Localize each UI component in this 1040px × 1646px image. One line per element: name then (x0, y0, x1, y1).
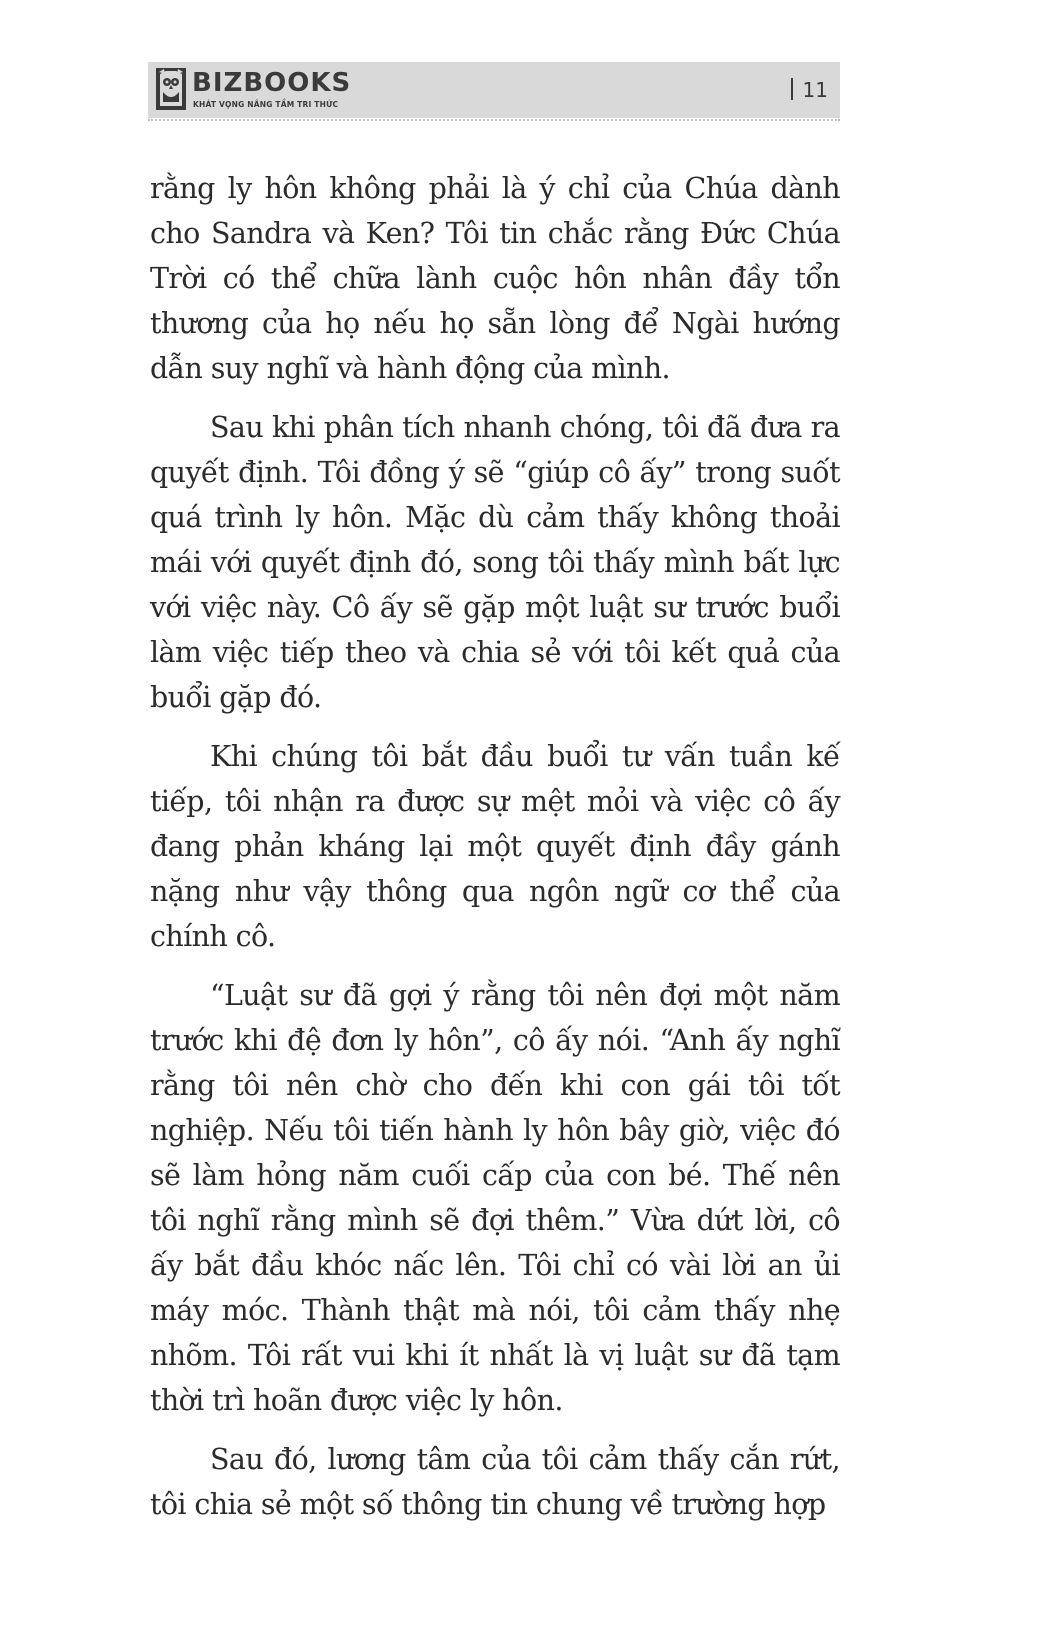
page-number: 11 (802, 78, 828, 102)
header-dotted-rule (148, 119, 840, 121)
paragraph-continued: rằng ly hôn không phải là ý chỉ của Chúa dành cho Sandra và Ken? Tôi tin chắc rằng Đức Chúa Trời có thể chữa lành cuộc hôn nhân đầy tổn thương của họ nếu họ sẵn lòng để Ngài hướng dẫn suy nghĩ và hành động của mình. (150, 172, 840, 385)
body-text (150, 166, 840, 1541)
paragraph: “Luật sư đã gợi ý rằng tôi nên đợi một năm trước khi đệ đơn ly hôn”, cô ấy nói. “Anh ấy nghĩ rằng tôi nên chờ cho đến khi con gái tôi tốt nghiệp. Nếu tôi tiến hành ly hôn bây giờ, việc đó sẽ làm hỏng năm cuối cấp của con bé. Thế nên tôi nghĩ rằng mình sẽ đợi thêm.” Vừa dứt lời, cô ấy bắt đầu khóc nấc lên. Tôi chỉ có vài lời an ủi máy móc. Thành thật mà nói, tôi cảm thấy nhẹ nhõm. Tôi rất vui khi ít nhất là vị luật sư đã tạm thời trì hoãn được việc ly hôn. (150, 979, 840, 1417)
paragraph: Khi chúng tôi bắt đầu buổi tư vấn tuần kế tiếp, tôi nhận ra được sự mệt mỏi và việc cô ấy đang phản kháng lại một quyết định đầy gánh nặng như vậy thông qua ngôn ngữ cơ thể của chính cô. (150, 740, 840, 953)
paragraph: Sau khi phân tích nhanh chóng, tôi đã đưa ra quyết định. Tôi đồng ý sẽ “giúp cô ấy” trong suốt quá trình ly hôn. Mặc dù cảm thấy không thoải mái với quyết định đó, song tôi thấy mình bất lực với việc này. Cô ấy sẽ gặp một luật sư trước buổi làm việc tiếp theo và chia sẻ với tôi kết quả của buổi gặp đó. (150, 411, 840, 714)
page-number-separator (791, 78, 793, 100)
paragraph: Sau đó, lương tâm của tôi cảm thấy cắn rứt, tôi chia sẻ một số thông tin chung về trường hợp (150, 1443, 840, 1521)
page-number-block (791, 76, 828, 104)
brand-tagline: KHÁT VỌNG NÂNG TẦM TRI THỨC (193, 100, 339, 109)
brand-name: BIZBOOKS (192, 68, 352, 98)
running-header (148, 62, 840, 118)
owl-logo-icon (156, 68, 186, 110)
